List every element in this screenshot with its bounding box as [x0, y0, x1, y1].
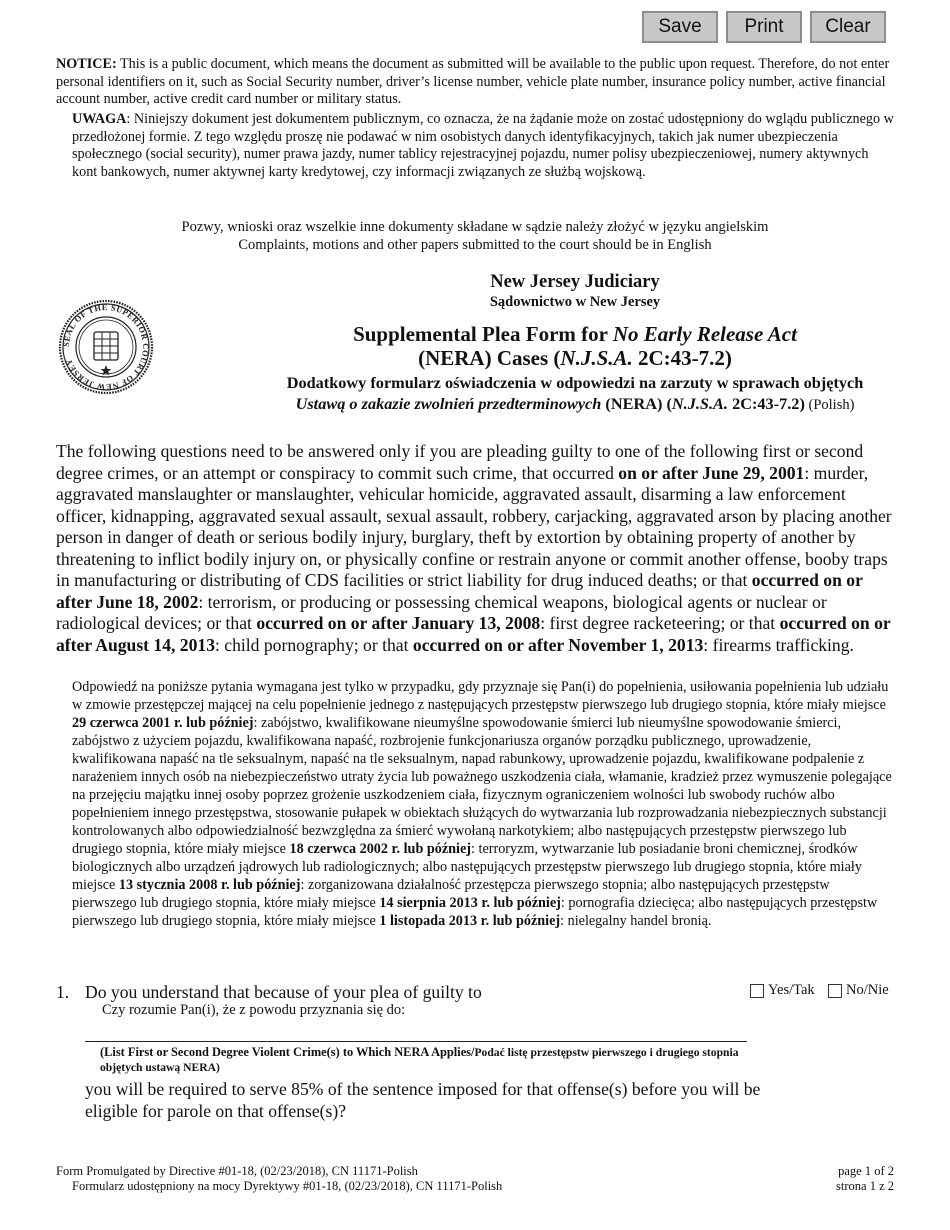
instructions-polish: [72, 678, 896, 930]
language-requirement: [0, 218, 950, 254]
page-number-pl: strona 1 z 2: [836, 1179, 894, 1193]
subtitle-part: Dodatkowy formularz oświadczenia w odpowiedzi na zarzuty w sprawach objętych: [286, 373, 864, 392]
instructions-english: [56, 441, 896, 656]
language-note-en: Complaints, motions and other papers submitted to the court should be in English: [238, 237, 712, 253]
page-number-en: page 1 of 2: [838, 1164, 894, 1178]
footer-directive-pl: Formularz udostępniony na mocy Dyrektywy #01-18, (02/23/2018), CN 11171-Polish: [72, 1179, 503, 1193]
intro-text: : terrorism, or producing or possessing chemical weapons, biological agents or nuclear or radiological devices; or that: [56, 591, 827, 633]
form-title-pl: [200, 372, 950, 416]
no-option[interactable]: [828, 982, 889, 999]
intro-text-pl: : pornografia dziecięca; albo następujących przestępstw pierwszego lub drugiego stopnia, które miały miejsce: [72, 895, 878, 929]
clear-button[interactable]: Clear: [810, 11, 886, 43]
intro-text: : child pornography; or that: [215, 634, 413, 655]
subtitle-act-name: Ustawą o zakazie zwolnień przedterminowych: [295, 394, 602, 413]
judiciary-heading: New Jersey Judiciary: [490, 272, 660, 292]
question-text: Do you understand that because of your plea of guilty to: [85, 982, 482, 1002]
uwaga-label: UWAGA: [72, 111, 127, 127]
intro-date: on or after June 29, 2001: [618, 462, 805, 483]
save-button[interactable]: Save: [642, 11, 718, 43]
intro-text-pl: : terroryzm, wytwarzanie lub posiadanie broni chemicznej, środków biologicznych albo urządzeń jądrowych lub radiologicznych; albo następujących przestępstw pierwszego lub drugiego stopnia, które miały miejsce: [72, 841, 862, 893]
intro-date-pl: 1 listopada 2013 r. lub później: [379, 913, 561, 929]
intro-text: : first degree racketeering; or that: [540, 613, 780, 633]
intro-date: occurred on or after January 13, 2008: [256, 613, 541, 633]
title-act-name: No Early Release Act: [612, 322, 797, 346]
intro-text-pl: : zorganizowana działalność przestępcza pierwszego stopnia; albo następujących przestępstw pierwszego lub drugiego stopnia, które miały miejsce: [72, 877, 830, 911]
intro-date: occurred on or after August 14, 2013: [56, 613, 891, 655]
notice-english: [56, 56, 896, 109]
footer-directive: Form Promulgated by Directive #01-18, (02/23/2018), CN 11171-Polish: [56, 1164, 418, 1178]
title-statute: N.J.S.A.: [560, 346, 633, 370]
crime-label-en: (List First or Second Degree Violent Crime(s) to Which NERA Applies/: [100, 1045, 475, 1059]
intro-date-pl: 18 czerwca 2002 r. lub później: [289, 841, 472, 857]
page-number: [836, 1164, 894, 1194]
no-label: No/Nie: [846, 982, 889, 998]
seal-text: SEAL OF THE SUPERIOR COURT OF NEW JERSEY: [61, 302, 151, 392]
intro-date: occurred on or after June 18, 2002: [56, 570, 863, 612]
language-note-pl: Pozwy, wnioski oraz wszelkie inne dokumenty składane w sądzie należy złożyć w języku angielskim: [181, 219, 769, 235]
intro-date-pl: 14 sierpnia 2013 r. lub później: [379, 895, 561, 911]
subtitle-language: (Polish): [804, 397, 855, 413]
subtitle-part: 2C:43-7.2): [728, 394, 805, 413]
court-seal-icon: [58, 299, 154, 395]
notice-polish: [72, 111, 896, 181]
intro-text: : firearms trafficking.: [703, 634, 854, 655]
form-title: [200, 322, 950, 370]
yes-checkbox[interactable]: [750, 984, 764, 998]
intro-text: : murder, aggravated manslaughter or manslaughter, vehicular homicide, aggravated assault, disarming a law enforcement officer, kidnapping, aggravated sexual assault, sexual assault, robbery, carjacking, aggravated arson by placing another person in danger of death or serious bodily injury, burglary, theft by extortion by obtaining property of another by threatening to inflict bodily injury on, or physically confine or restrain anyone or commit another offense, booby traps in manufacturing or distributing of CDS facilities or strict liability for drug induced deaths; or that: [56, 462, 892, 590]
question-text-pl: Czy rozumie Pan(i), że z powodu przyznania się do:: [102, 1002, 406, 1018]
crime-label-pl: Podać listę przestępstw pierwszego i drugiego stopnia objętych ustawą NERA): [100, 1046, 739, 1074]
crime-list-input[interactable]: [85, 1041, 747, 1042]
intro-text: The following questions need to be answered only if you are pleading guilty to one of the following first or second degree crimes, or an attempt or conspiracy to commit such crime, that occurred: [56, 441, 864, 483]
uwaga-text: : Niniejszy dokument jest dokumentem publicznym, co oznacza, że na żądanie może on zostać udostępniony do wglądu publicznego w przedłożonej formie. Z tego względu proszę nie podawać w nim osobistych danych identyfikacyjnych, takich jak numer ubezpieczenia społecznego (social security), numer prawa jazdy, numer tablicy rejestracyjnej pojazdu, numer polisy ubezpieczeniowej, numery aktywnych kont bankowych, numer aktywnej karty kredytowej, czy informacji związanych ze służbą wojskową.: [72, 111, 894, 180]
intro-date: occurred on or after November 1, 2013: [412, 634, 704, 655]
intro-text-pl: : nielegalny handel bronią.: [560, 913, 712, 929]
subtitle-statute: N.J.S.A.: [671, 394, 728, 413]
title-part: Supplemental Plea Form for: [353, 322, 613, 346]
yes-label: Yes/Tak: [768, 982, 815, 998]
no-checkbox[interactable]: [828, 984, 842, 998]
question-number: 1.: [56, 982, 70, 1002]
form-footer: [56, 1164, 502, 1194]
question-continuation: you will be required to serve 85% of the sentence imposed for that offense(s) before you will be eligible for parole on that offense(s)?: [85, 1079, 761, 1121]
print-button[interactable]: Print: [726, 11, 802, 43]
title-part: 2C:43-7.2): [632, 346, 732, 370]
svg-text:SEAL OF THE SUPERIOR COURT OF: [62, 303, 150, 391]
crime-list-label: [100, 1045, 750, 1075]
yes-option[interactable]: [750, 982, 815, 999]
title-part: (NERA) Cases (: [418, 346, 561, 370]
notice-label: NOTICE:: [56, 56, 117, 72]
intro-date-pl: 29 czerwca 2001 r. lub później: [72, 715, 254, 731]
intro-date-pl: 13 stycznia 2008 r. lub później: [118, 877, 301, 893]
form-toolbar: [642, 11, 886, 43]
intro-text-pl: : zabójstwo, kwalifikowane nieumyślne spowodowanie śmierci lub nieumyślne spowodowanie śmierci, zabójstwo z użyciem pojazdu, kwalifikowana napaść, rozbrojenie funkcjonariusza organów porządku publicznego, uprowadzenie, kwalifikowana napaść na tle seksualnym, napaść na tle seksualnym, napad rabunkowy, uprowadzenie pojazdu, kwalifikowane podpalenie z narażeniem innych osób na niebezpieczeństwo utraty życia lub poważnego uszkodzenia ciała, włamanie, kradzież przez wymuszenie polegające na przejęciu majątku innej osoby poprzez grożenie uszkodzeniem ciała, fizycznym ograniczeniem wolności lub swobody ruchów albo popełnieniem innego przestępstwa, stosowanie pułapek w obiektach służących do wytwarzania lub rozprowadzania niebezpiecznych substancji kontrolowanych albo odpowiedzialność bezwzględna za śmierć wywołaną narkotykiem; albo następujących przestępstw pierwszego lub drugiego stopnia, które miały miejsce: [72, 715, 892, 857]
notice-text: This is a public document, which means the document as submitted will be available to the public upon request. Therefore, do not enter personal identifiers on it, such as Social Security number, driver’s license number, vehicle plate number, insurance policy number, active financial account number, active credit card number or military status.: [56, 56, 890, 107]
judiciary-heading-pl: Sądownictwo w New Jersey: [489, 294, 661, 310]
subtitle-part: (NERA) (: [601, 394, 672, 413]
intro-text-pl: Odpowiedź na poniższe pytania wymagana jest tylko w przypadku, gdy przyznaje się Pan(i) do popełnienia, usiłowania popełnienia lub udziału w zmowie przestępczej mającej na celu popełnienie jednego z następujących przestępstw pierwszego lub drugiego stopnia, które miały miejsce: [72, 679, 889, 713]
